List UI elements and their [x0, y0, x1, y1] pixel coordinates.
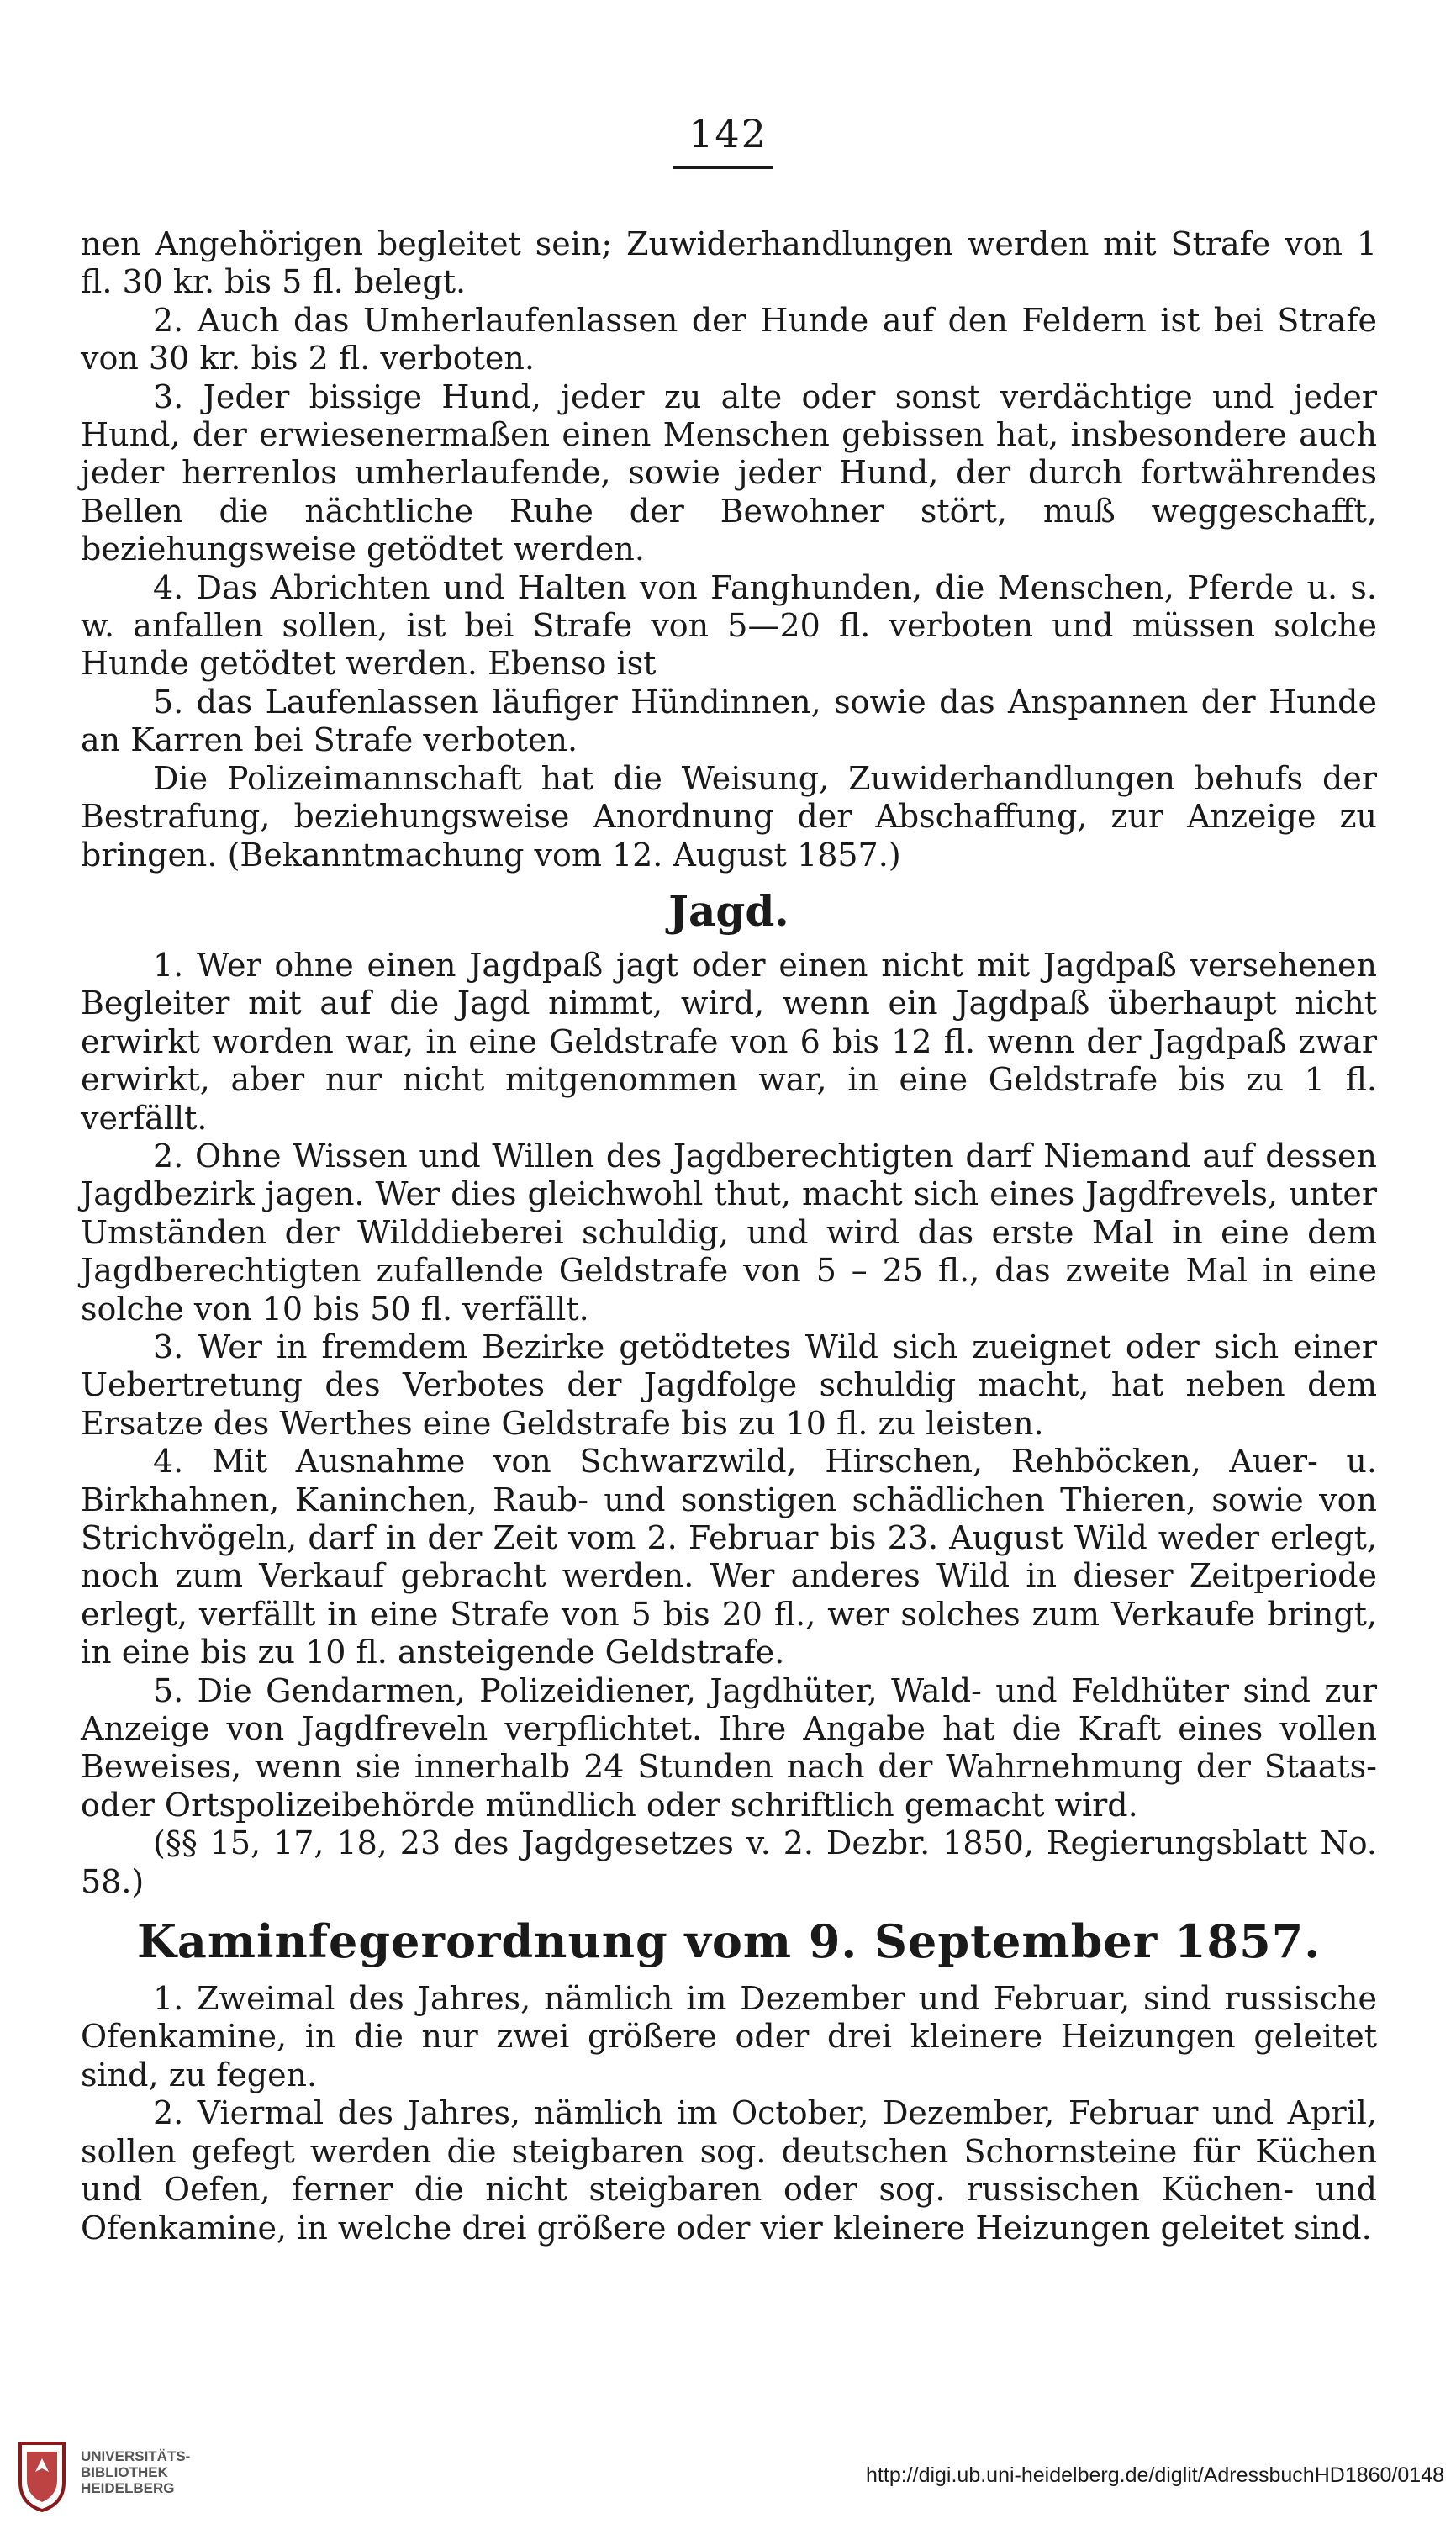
footer — [0, 2421, 1456, 2529]
paragraph-jagd-2: 2. Ohne Wissen und Willen des Jagdberechtigten darf Niemand auf dessen Jagdbezirk jagen. Wer dies gleichwohl thut, macht sich eines Jagdfrevels, unter Umständen der Wilddieberei schuldig, und wird das erste Mal in eine dem Jagdberechtigten zufallende Geldstrafe von 5 – 25 fl., das zweite Mal in eine solche von 10 bis 50 fl. verfällt. — [81, 1137, 1377, 1328]
page-number-rule — [673, 166, 773, 169]
paragraph-jagd-4: 4. Mit Ausnahme von Schwarzwild, Hirschen, Rehböcken, Auer- u. Birkhahnen, Kaninchen, Raub- und sonstigen schädlichen Thieren, sowie von Strichvögeln, darf in der Zeit vom 2. Februar bis 23. August Wild weder erlegt, noch zum Verkauf gebracht werden. Wer anderes Wild in dieser Zeitperiode erlegt, verfällt in eine Strafe von 5 bis 20 fl., wer solches zum Verkaufe bringt, in eine bis zu 10 fl. ansteigende Geldstrafe. — [81, 1443, 1377, 1671]
paragraph-dogs-5: 5. das Laufenlassen läufiger Hündinnen, sowie das Anspannen der Hunde an Karren bei Strafe verboten. — [81, 683, 1377, 759]
section-heading-kaminfeger: Kaminfegerordnung vom 9. September 1857. — [136, 1914, 1321, 1969]
footer-institution-line: UNIVERSITÄTS- — [81, 2448, 191, 2464]
footer-institution-line: BIBLIOTHEK — [81, 2464, 168, 2480]
paragraph-police-notice: Die Polizeimannschaft hat die Weisung, Zuwiderhandlungen behufs der Bestrafung, beziehungsweise Anordnung der Abschaffung, zur Anzeige zu bringen. (Bekanntmachung vom 12. August 1857.) — [81, 759, 1377, 874]
paragraph-dogs-4: 4. Das Abrichten und Halten von Fanghunden, die Menschen, Pferde u. s. w. anfallen sollen, ist bei Strafe von 5—20 fl. verboten und müssen solche Hunde getödtet werden. Ebenso ist — [81, 568, 1377, 683]
paragraph-kaminfeger-1: 1. Zweimal des Jahres, nämlich im Dezember und Februar, sind russische Ofenkamine, in die nur zwei größere oder drei kleinere Heizungen geleitet sind, zu fegen. — [81, 1980, 1377, 2093]
paragraph-dogs-3: 3. Jeder bissige Hund, jeder zu alte oder sonst verdächtige und jeder Hund, der erwiesenermaßen einen Menschen gebissen hat, insbesondere auch jeder herrenlos umherlaufende, sowie jeder Hund, der durch fortwährendes Bellen die nächtliche Ruhe der Bewohner stört, muß weggeschafft, beziehungsweise getödtet werden. — [81, 378, 1377, 568]
paragraph-jagd-1: 1. Wer ohne einen Jagdpaß jagt oder einen nicht mit Jagdpaß versehenen Begleiter mit auf die Jagd nimmt, wird, wenn ein Jagdpaß überhaupt nicht erwirkt worden war, in eine Geldstrafe von 6 bis 12 fl. wenn der Jagdpaß zwar erwirkt, aber nur nicht mitgenommen war, in eine Geldstrafe bis zu 1 fl. verfällt. — [81, 946, 1377, 1137]
paragraph-jagd-reference: (§§ 15, 17, 18, 23 des Jagdgesetzes v. 2. Dezbr. 1850, Regierungsblatt No. 58.) — [81, 1824, 1377, 1900]
university-seal-icon — [15, 2440, 69, 2512]
source-url-link[interactable]: http://digi.ub.uni-heidelberg.de/diglit/AdressbuchHD1860/0148 — [866, 2463, 1444, 2487]
paragraph-jagd-3: 3. Wer in fremdem Bezirke getödtetes Wild sich zueignet oder sich einer Uebertretung des Verbotes der Jagdfolge schuldig macht, hat neben dem Ersatze des Werthes eine Geldstrafe bis zu 10 fl. zu leisten. — [81, 1328, 1377, 1442]
footer-institution — [81, 2448, 190, 2496]
paragraph-jagd-5: 5. Die Gendarmen, Polizeidiener, Jagdhüter, Wald- und Feldhüter sind zur Anzeige von Jagdfreveln verpflichtet. Ihre Angabe hat die Kraft eines vollen Beweises, wenn sie innerhalb 24 Stunden nach der Wahrnehmung der Staats- oder Ortspolizeibehörde mündlich oder schriftlich gemacht wird. — [81, 1671, 1377, 1824]
paragraph-dogs-2: 2. Auch das Umherlaufenlassen der Hunde auf den Feldern ist bei Strafe von 30 kr. bis 2 fl. verboten. — [81, 301, 1377, 378]
paragraph-kaminfeger-2: 2. Viermal des Jahres, nämlich im October, Dezember, Februar und April, sollen gefegt werden die steigbaren sog. deutschen Schornsteine für Küchen und Oefen, ferner die nicht steigbaren oder sog. russischen Küchen- und Ofenkamine, in welche drei größere oder vier kleinere Heizungen geleitet sind. — [81, 2094, 1377, 2247]
page-number: 142 — [688, 111, 768, 156]
section-heading-jagd: Jagd. — [668, 885, 789, 936]
page-body — [81, 225, 1377, 2247]
paragraph-continuation: nen Angehörigen begleitet sein; Zuwiderhandlungen werden mit Strafe von 1 fl. 30 kr. bis 5 fl. belegt. — [81, 225, 1377, 301]
footer-institution-line: HEIDELBERG — [81, 2480, 175, 2496]
